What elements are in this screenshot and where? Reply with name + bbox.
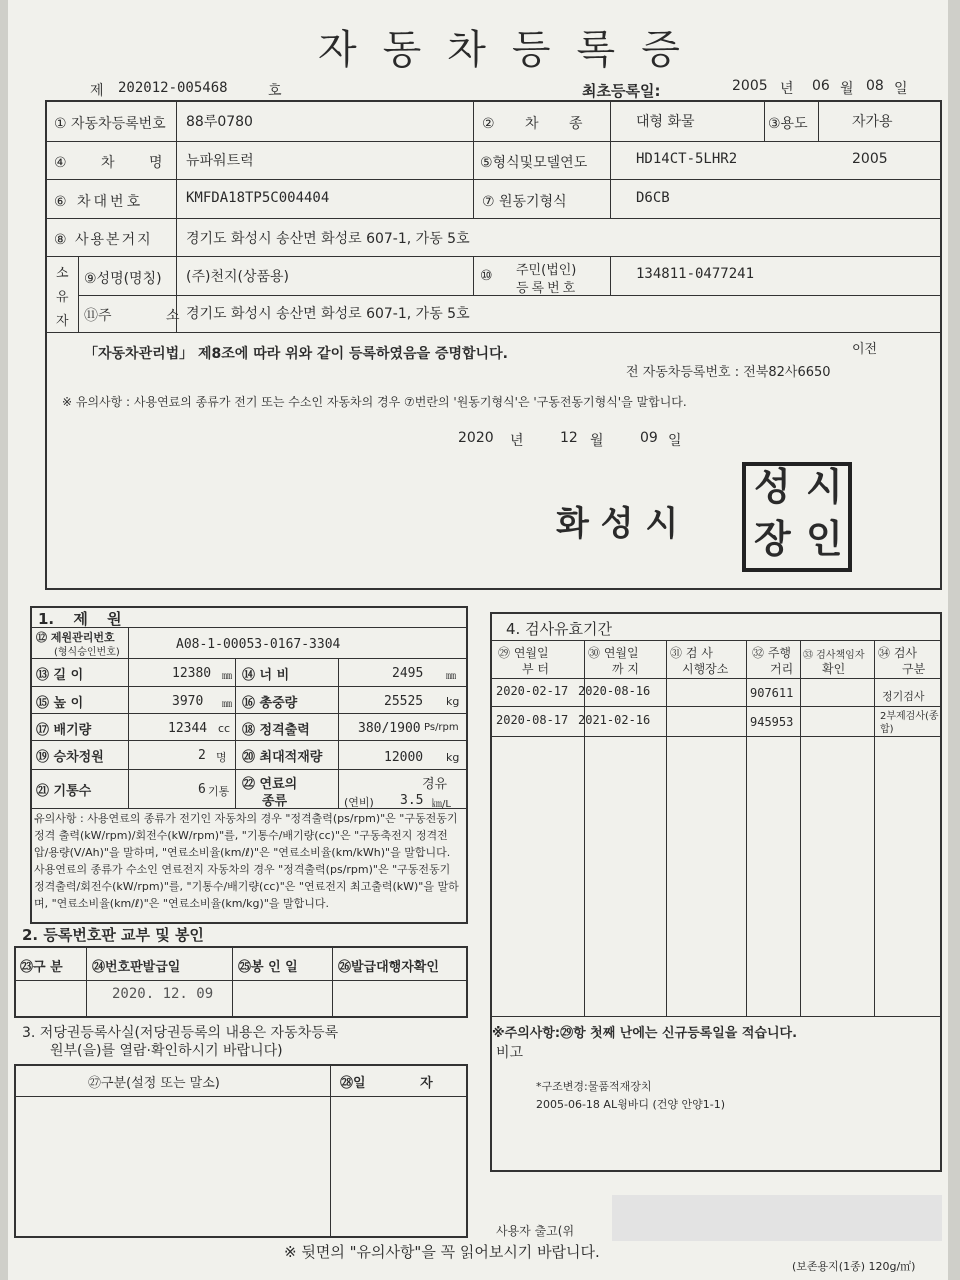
fuel-type-label-1: ㉒ 연료의 (242, 777, 298, 792)
plates-col-seal-date: ㉕봉 인 일 (238, 960, 298, 975)
lien-section-title-2: 원부(을)를 열람·확인하시기 바랍니다) (50, 1043, 283, 1059)
seal-char-1: 시 (806, 465, 843, 509)
specs-notice: 유의사항 : 사용연료의 종류가 전기인 자동차의 경우 "정격출력(ps/rpm)"은 "구동전동기 정격 출력(kW/rpm)/회전수(kW/rpm)"를, "기통수/배기량(cc)"은 "구동축전지 정격전압/용량(V/Ah)"을 말하며, "연료소비율(km/ℓ)"은 "연료소비율(km/kWh)"을 말합니다. 사용연료의 종류가 수소인 연료전지 자동차의 경우 "정격출력(ps/rpm)"은 "구동전동기 정격출력/회전수(kW/rpm)"를, "기통수/배기량(cc)"은 "연료전지 최고출력(kW)"을 말하며, "연료소비율(km/ℓ)"은 "연료소비율(km/kg)"을 말합니다. (34, 812, 459, 910)
insp-col-from-1: ㉙ 연월일 (498, 646, 549, 660)
owner-address: 경기도 화성시 송산면 화성로 607-1, 가동 5호 (186, 306, 470, 322)
fuel-notice: ※ 유의사항 : 사용연료의 종류가 전기 또는 수소인 자동차의 경우 ⑦번란의 '원동기형식'은 '구동전동기형식'을 말합니다. (62, 395, 687, 409)
first-reg-year-unit: 년 (780, 81, 794, 97)
width-label: ⑭ 너 비 (242, 668, 290, 683)
first-reg-month: 06 (812, 78, 830, 94)
insp-col-km-2: 거리 (770, 662, 794, 676)
model-year: 2005 (852, 151, 888, 167)
height-label: ⑮ 높 이 (36, 696, 84, 711)
width-unit: ㎜ (446, 671, 456, 682)
issue-year: 2020 (458, 430, 494, 446)
lien-col-category: ㉗구분(설정 또는 말소) (88, 1076, 220, 1091)
seal-char-4: 장 (754, 517, 791, 561)
issue-month: 12 (560, 430, 578, 446)
specs-section-title: 1. 제 원 (38, 610, 122, 628)
paper-spec: (보존용지(1종) 120g/㎡) (792, 1260, 916, 1273)
insp-row1-kind: 정기검사 (882, 690, 925, 703)
insp-row2-kind: 2부제검사(종합) (880, 711, 939, 735)
seal-char-2: 인 (806, 517, 843, 561)
displacement-unit: cc (218, 722, 231, 735)
insp-col-resp-2: 확인 (822, 662, 846, 676)
displacement: 12344 (168, 721, 208, 736)
fuel-efficiency-label: (연비) (344, 796, 374, 809)
insp-row2-km: 945953 (750, 715, 794, 729)
inspection-section-title: 4. 검사유효기간 (506, 620, 613, 638)
max-payload-unit: kg (446, 751, 460, 764)
model-name: 뉴파워트럭 (186, 153, 254, 169)
insp-row1-to: 2020-08-16 (578, 684, 651, 698)
insp-col-place-1: ㉛ 검 사 (670, 646, 713, 660)
seats-label: ⑲ 승차정원 (36, 750, 104, 765)
rated-power-label: ⑱ 정격출력 (242, 723, 310, 738)
engine-label: ⑦ 원동기형식 (482, 194, 567, 210)
form-label: ⑤형식및모델연도 (480, 155, 588, 171)
plates-col-category: ㉓구 분 (20, 960, 63, 975)
cylinders-label: ㉑ 기통수 (36, 784, 92, 799)
vehicle-type-label: ② 차 종 (482, 116, 583, 132)
first-reg-day-unit: 일 (894, 81, 908, 97)
height: 3970 (172, 694, 204, 709)
vin: KMFDA18TP5C004404 (186, 190, 330, 206)
cert-no-prefix: 제 (90, 83, 104, 99)
insp-col-resp-1: ㉝ 검사책임자 (803, 650, 865, 661)
fuel-type: 경유 (422, 777, 448, 792)
user-note: 사용자 출고(위 (496, 1224, 575, 1238)
plates-section-title: 2. 등록번호판 교부 및 봉인 (22, 926, 204, 944)
cylinders: 6 (198, 782, 206, 797)
vin-label: ⑥ 차대번호 (54, 194, 144, 210)
idno-label-no: ⑩ (480, 268, 493, 284)
insp-row2-from: 2020-08-17 (496, 713, 569, 727)
issue-year-unit: 년 (510, 433, 524, 449)
fuel-efficiency: 3.5 (400, 793, 424, 808)
first-reg-day: 08 (866, 78, 884, 94)
location: 경기도 화성시 송산면 화성로 607-1, 가동 5호 (186, 231, 470, 247)
gross-weight: 25525 (384, 694, 424, 709)
idno-label-1: 주민(법인) (516, 263, 577, 278)
gross-weight-unit: kg (446, 695, 460, 708)
insp-col-from-2: 부 터 (522, 662, 549, 676)
cylinders-unit: 기통 (208, 785, 230, 798)
seats: 2 (198, 748, 206, 763)
length-label: ⑬ 길 이 (36, 668, 84, 683)
owner-id-number: 134811-0477241 (636, 266, 755, 282)
cert-number: 202012-005468 (118, 80, 228, 96)
seats-unit: 명 (216, 751, 227, 764)
owner-name: (주)천지(상품용) (186, 269, 289, 285)
plates-col-agent: ㉖발급대행자확인 (338, 960, 439, 975)
remarks-label: 비고 (496, 1045, 524, 1061)
owner-group-2: 유 (56, 290, 69, 305)
owner-group-1: 소 (56, 266, 69, 281)
lien-section-title-1: 3. 저당권등록사실(저당권등록의 내용은 자동차등록 (22, 1025, 339, 1041)
remark-line-2: 2005-06-18 AL윙바디 (건양 안양1-1) (536, 1098, 726, 1111)
first-reg-year: 2005 (732, 78, 768, 94)
displacement-label: ⑰ 배기량 (36, 723, 92, 738)
reg-no-label: ① 자동차등록번호 (54, 116, 166, 132)
engine-type: D6CB (636, 190, 670, 206)
issue-day: 09 (640, 430, 658, 446)
owner-name-label: ⑨성명(명칭) (84, 271, 162, 287)
fuel-type-label-2: 종류 (262, 794, 288, 809)
plates-col-issue-date: ㉔번호판발급일 (92, 960, 181, 975)
insp-row2-to: 2021-02-16 (578, 713, 651, 727)
length: 12380 (172, 666, 212, 681)
inspection-notice: ※주의사항:㉙항 첫째 난에는 신규등록일을 적습니다. (492, 1026, 798, 1041)
document-title: 자동차등록증 (318, 27, 706, 73)
issuer-name: 화 성 시 (556, 504, 679, 544)
owner-address-label: ⑪주 소 (84, 308, 180, 324)
max-payload: 12000 (384, 750, 424, 765)
previous-reg-number: 전 자동차등록번호 : 전북82사6650 (626, 365, 831, 380)
redacted-area (612, 1195, 942, 1241)
fuel-efficiency-unit: ㎞/L (432, 799, 451, 810)
mgmt-no-label-1: ⑫ 제원관리번호 (36, 631, 115, 644)
read-notice: ※ 뒷면의 "유의사항"을 꼭 읽어보시기 바랍니다. (284, 1243, 600, 1261)
plate-issue-date: 2020. 12. 09 (112, 986, 214, 1002)
use-value: 자가용 (852, 114, 893, 130)
idno-label-2: 등록번호 (516, 281, 579, 296)
vehicle-type: 대형 화물 (636, 114, 695, 130)
lien-col-date: ㉘일 자 (340, 1076, 433, 1091)
reg-no: 88루0780 (186, 114, 253, 130)
issue-month-unit: 월 (590, 433, 604, 449)
transfer-mark: 이전 (852, 342, 878, 357)
insp-col-kind-1: ㉞ 검사 (878, 646, 917, 660)
insp-col-place-2: 시행장소 (682, 662, 729, 676)
rated-power-unit: Ps/rpm (424, 722, 459, 733)
insp-col-km-1: ㉜ 주행 (752, 646, 791, 660)
certification-text: 「자동차관리법」 제8조에 따라 위와 같이 등록하였음을 증명합니다. (84, 346, 508, 362)
model-label: ④ 차 명 (54, 155, 163, 171)
first-reg-label: 최초등록일: (582, 82, 661, 100)
first-reg-month-unit: 월 (840, 81, 854, 97)
insp-row1-km: 907611 (750, 686, 794, 700)
remark-line-1: *구조변경:물품적재장치 (536, 1080, 652, 1093)
issue-day-unit: 일 (668, 433, 682, 449)
location-label: ⑧ 사용본거지 (54, 232, 153, 248)
height-unit: ㎜ (222, 699, 232, 710)
form-value: HD14CT-5LHR2 (636, 151, 738, 167)
seal-char-3: 성 (754, 465, 791, 509)
owner-group-3: 자 (56, 314, 69, 329)
use-label: ③용도 (768, 116, 808, 132)
insp-col-to-2: 까 지 (612, 662, 639, 676)
official-seal (742, 462, 852, 572)
gross-weight-label: ⑯ 총중량 (242, 696, 298, 711)
width: 2495 (392, 666, 424, 681)
insp-row1-from: 2020-02-17 (496, 684, 569, 698)
cert-no-suffix: 호 (268, 83, 282, 99)
mgmt-number: A08-1-00053-0167-3304 (176, 637, 341, 652)
mgmt-no-label-2: (형식승인번호) (54, 647, 120, 658)
length-unit: ㎜ (222, 671, 232, 682)
rated-power: 380/1900 (358, 721, 421, 736)
insp-col-to-1: ㉚ 연월일 (588, 646, 639, 660)
insp-col-kind-2: 구분 (902, 662, 926, 676)
max-payload-label: ⑳ 최대적재량 (242, 750, 323, 765)
